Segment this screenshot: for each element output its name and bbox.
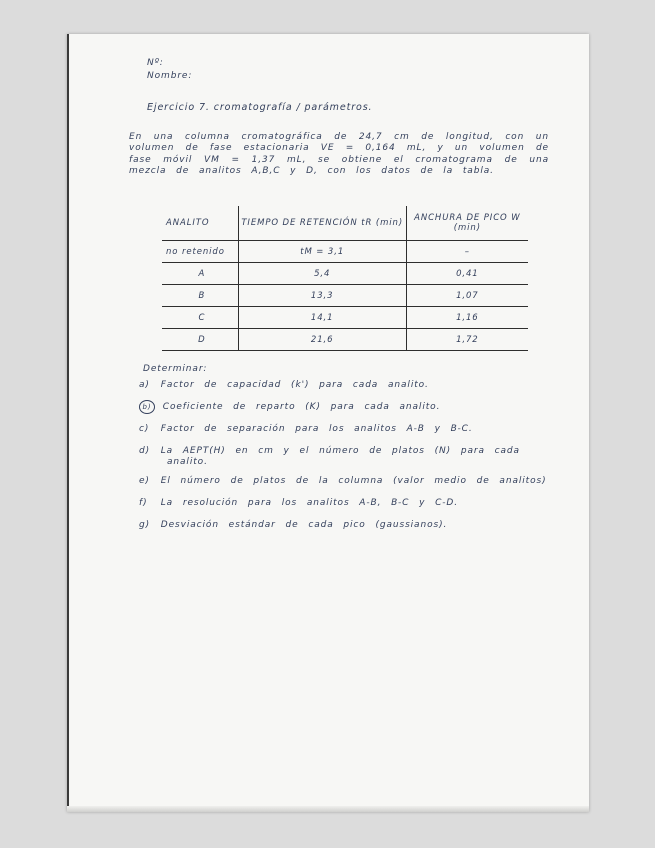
table-header-row [162, 206, 528, 241]
task-text: La AEPT(H) en cm y el número de platos (N) para cada [160, 446, 520, 456]
table-row [162, 263, 528, 285]
task-mark: f) [139, 498, 148, 508]
task-text: Coeficiente de reparto (K) para cada analito. [162, 402, 441, 412]
cell-retention-time: 21,6 [238, 329, 406, 351]
name-label: Nombre: [147, 71, 193, 81]
problem-statement: En una columna cromatográfica de 24,7 cm de longitud, con un volumen de fase estacionaria VE = 0,164 mL, y un volumen de fase móvil VM = 1,37 mL, se obtiene el cromatograma de una mezcla de analitos A,B,C y D, con los datos de la tabla. [129, 132, 549, 176]
determinar-label: Determinar: [143, 364, 208, 374]
task-text: Desviación estándar de cada pico (gaussianos). [160, 520, 448, 530]
exercise-title: Ejercicio 7. cromatografía / parámetros. [147, 102, 373, 113]
header-retention-time: TIEMPO DE RETENCIÓN tR (min) [238, 206, 406, 241]
task-text: El número de platos de la columna (valor medio de analitos) [160, 476, 547, 486]
table-row [162, 285, 528, 307]
cell-analito: no retenido [162, 241, 238, 263]
list-item [139, 518, 579, 540]
task-mark-circled: b) [139, 400, 155, 414]
header-analito: ANALITO [166, 218, 210, 228]
task-mark: g) [139, 520, 151, 530]
cell-analito: B [162, 285, 238, 307]
list-item [139, 474, 579, 496]
page-edge [67, 34, 69, 812]
task-mark: c) [139, 424, 150, 434]
task-mark: d) [139, 446, 151, 456]
list-item [139, 378, 579, 400]
data-table [162, 206, 528, 351]
cell-analito: C [162, 307, 238, 329]
cell-retention-time: 13,3 [238, 285, 406, 307]
task-text: Factor de separación para los analitos A-B y B-C. [160, 424, 473, 434]
task-mark: a) [139, 380, 150, 390]
table-row [162, 329, 528, 351]
task-list [139, 378, 579, 540]
table-row [162, 307, 528, 329]
list-item [139, 496, 579, 518]
cell-peak-width: 1,72 [406, 329, 528, 351]
cell-retention-time: 14,1 [238, 307, 406, 329]
page-bottom-edge [67, 806, 589, 812]
cell-peak-width: 0,41 [406, 263, 528, 285]
task-mark: e) [139, 476, 150, 486]
header-peak-width: ANCHURA DE PICO W (min) [414, 213, 521, 233]
cell-analito: A [162, 263, 238, 285]
cell-retention-time: 5,4 [238, 263, 406, 285]
cell-analito: D [162, 329, 238, 351]
list-item [139, 400, 579, 422]
number-label: Nº: [147, 58, 164, 68]
paper-page [67, 34, 589, 812]
list-item [139, 422, 579, 444]
task-text-continuation: analito. [167, 457, 208, 467]
task-text: La resolución para los analitos A-B, B-C y C-D. [160, 498, 459, 508]
list-item [139, 444, 579, 474]
cell-peak-width: – [406, 241, 528, 263]
cell-peak-width: 1,16 [406, 307, 528, 329]
table-row [162, 241, 528, 263]
cell-retention-time: tM = 3,1 [238, 241, 406, 263]
task-text: Factor de capacidad (k') para cada analito. [160, 380, 429, 390]
cell-peak-width: 1,07 [406, 285, 528, 307]
